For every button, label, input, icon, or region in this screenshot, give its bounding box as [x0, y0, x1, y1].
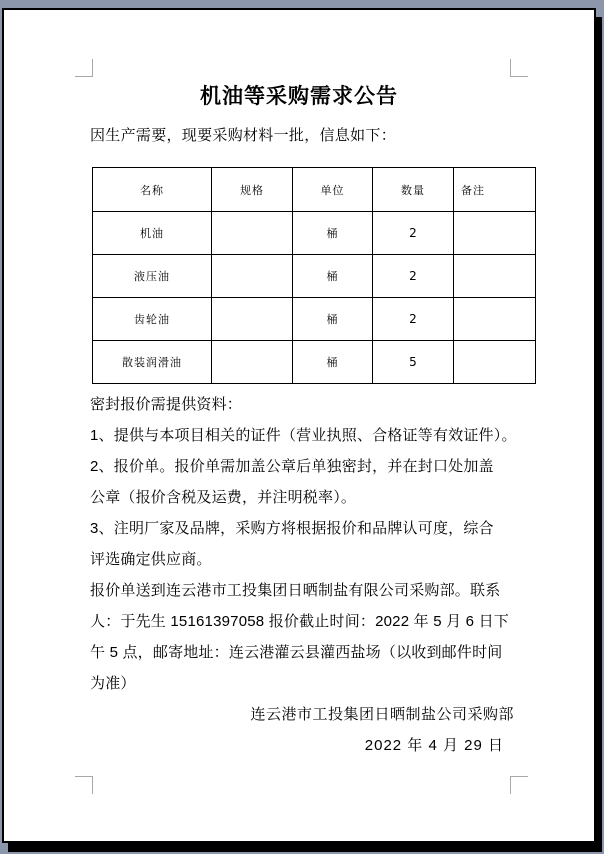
column-header: 备注	[454, 168, 536, 212]
table-cell	[454, 255, 536, 298]
note-line: 3、注明厂家及品牌，采购方将根据报价和品牌认可度，综合	[90, 520, 494, 537]
table-cell	[454, 212, 536, 255]
table-cell: 液压油	[93, 255, 212, 298]
signature-block	[90, 699, 514, 761]
table-row	[93, 255, 536, 298]
note-line: 人：于先生 15161397058 报价截止时间：2022 年 5 月 6 日下	[90, 613, 509, 630]
table-row	[93, 341, 536, 384]
table-cell: 散装润滑油	[93, 341, 212, 384]
note-line: 午 5 点，邮寄地址：连云港灌云县灌西盐场（以收到邮件时间	[90, 644, 503, 661]
table-cell: 桶	[293, 212, 373, 255]
table-cell	[212, 255, 293, 298]
table-cell	[454, 298, 536, 341]
crop-mark-bottom-right-icon	[510, 776, 528, 794]
table-cell	[212, 212, 293, 255]
table-row	[93, 298, 536, 341]
table-cell: 桶	[293, 298, 373, 341]
note-line: 1、提供与本项目相关的证件（营业执照、合格证等有效证件）。	[90, 427, 517, 444]
intro-text: 因生产需要，现要采购材料一批，信息如下：	[90, 127, 397, 144]
signature-org: 连云港市工投集团日晒制盐公司采购部	[250, 706, 514, 723]
procurement-table	[92, 167, 536, 384]
table-cell	[454, 341, 536, 384]
signature-date: 2022 年 4 月 29 日	[364, 737, 504, 754]
table-body	[93, 212, 536, 384]
table-cell: 2	[373, 255, 454, 298]
table-row	[93, 212, 536, 255]
note-line: 为准）	[90, 675, 136, 692]
table-cell	[212, 298, 293, 341]
table-cell: 2	[373, 298, 454, 341]
note-line: 2、报价单。报价单需加盖公章后单独密封，并在封口处加盖	[90, 458, 494, 475]
note-line: 公章（报价含税及运费，并注明税率）。	[90, 489, 357, 506]
table-cell	[212, 341, 293, 384]
crop-mark-top-left-icon	[75, 59, 93, 77]
table-cell: 桶	[293, 341, 373, 384]
table-cell: 桶	[293, 255, 373, 298]
column-header: 单位	[293, 168, 373, 212]
note-line: 评选确定供应商。	[90, 551, 212, 568]
note-line: 密封报价需提供资料：	[90, 396, 243, 413]
column-header: 规格	[212, 168, 293, 212]
note-line: 报价单送到连云港市工投集团日晒制盐有限公司采购部。联系	[90, 582, 501, 599]
notes-block	[90, 389, 520, 699]
crop-mark-top-right-icon	[510, 59, 528, 77]
table-header-row	[93, 168, 536, 212]
column-header: 数量	[373, 168, 454, 212]
table-cell: 2	[373, 212, 454, 255]
table-header	[93, 168, 536, 212]
table-cell: 5	[373, 341, 454, 384]
column-header: 名称	[93, 168, 212, 212]
crop-mark-bottom-left-icon	[75, 776, 93, 794]
table-cell: 齿轮油	[93, 298, 212, 341]
table-cell: 机油	[93, 212, 212, 255]
document-page[interactable]	[2, 8, 596, 843]
page-title: 机油等采购需求公告	[200, 85, 398, 108]
